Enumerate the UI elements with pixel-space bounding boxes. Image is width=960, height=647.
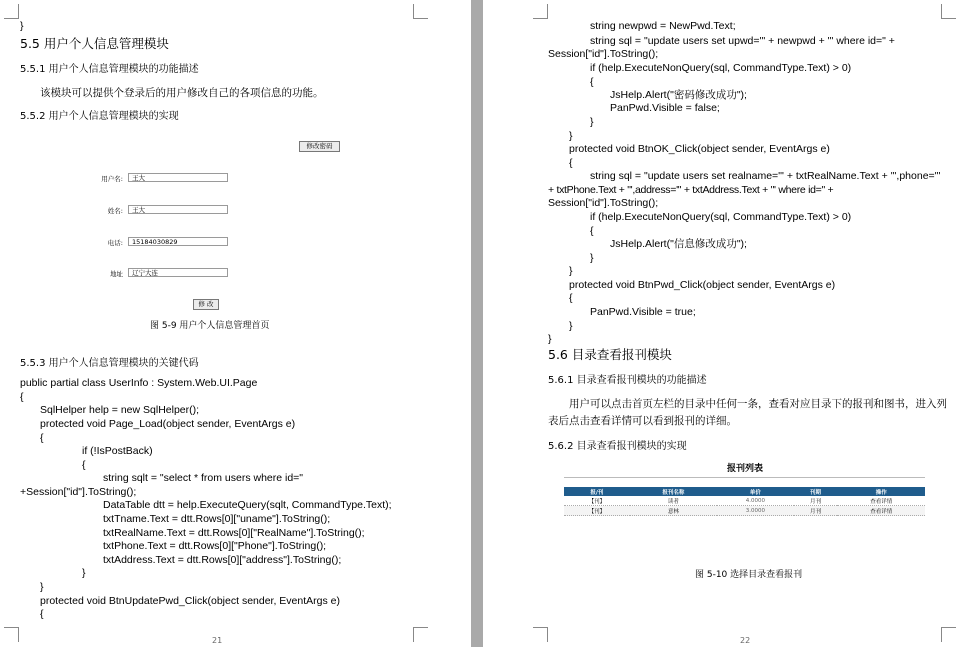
code-line: txtPhone.Text = dtt.Rows[0]["Phone"].ToString(); (103, 540, 327, 552)
code-line: } (20, 20, 24, 32)
phone-field[interactable]: 15184030829 (128, 237, 228, 246)
code-line: { (20, 391, 24, 403)
code-line: protected void BtnOK_Click(object sender, EventArgs e) (569, 143, 830, 155)
code-line: + txtPhone.Text + "',address='" + txtAddress.Text + "' where id=" + (548, 184, 834, 196)
code-line: DataTable dtt = help.ExecuteQuery(sqlt, CommandType.Text); (103, 499, 392, 511)
view-details-link[interactable]: 查看详情 (837, 496, 925, 506)
code-line: SqlHelper help = new SqlHelper(); (40, 404, 200, 416)
code-line: { (40, 432, 44, 444)
code-line: PanPwd.Visible = false; (610, 102, 720, 114)
table-divider (564, 477, 925, 478)
figure-caption: 图 5-10 选择目录查看报刊 (695, 570, 803, 580)
table-header: 报刊名称 (630, 487, 718, 496)
page-number: 21 (212, 636, 223, 645)
code-line: JsHelp.Alert("信息修改成功"); (610, 238, 747, 250)
table-cell: 月刊 (794, 496, 838, 506)
modify-button[interactable]: 修 改 (193, 299, 219, 310)
code-line: public partial class UserInfo : System.Web.UI.Page (20, 377, 258, 389)
table-cell: 月刊 (794, 506, 838, 516)
table-title: 报刊列表 (727, 464, 764, 474)
periodical-table (564, 487, 925, 516)
table-header: 单价 (717, 487, 794, 496)
table-cell: 【刊】 (564, 496, 630, 506)
table-cell: 4.0000 (717, 496, 794, 506)
code-line: protected void BtnPwd_Click(object sender, EventArgs e) (569, 279, 836, 291)
body-paragraph: 表后点击查看详情可以看到报刊的详细。 (548, 415, 737, 427)
code-line: if (!IsPostBack) (82, 445, 153, 457)
document-page-right (483, 0, 960, 647)
code-line: protected void Page_Load(object sender, EventArgs e) (40, 418, 296, 430)
crop-mark (413, 627, 428, 642)
section-heading: 5.5 用户个人信息管理模块 (20, 36, 169, 51)
table-cell: 3.0000 (717, 506, 794, 516)
table-row (564, 506, 925, 516)
code-line: txtRealName.Text = dtt.Rows[0]["RealName"].ToString(); (103, 527, 365, 539)
code-line: } (590, 252, 594, 264)
code-line: string newpwd = NewPwd.Text; (590, 20, 736, 32)
code-line: +Session["id"].ToString(); (20, 486, 137, 498)
code-line: if (help.ExecuteNonQuery(sql, CommandType.Text) > 0) (590, 211, 852, 223)
table-row (564, 496, 925, 506)
table-header: 操作 (837, 487, 925, 496)
address-field[interactable]: 辽宁大连 (128, 268, 228, 277)
section-heading: 5.6 目录查看报刊模块 (548, 347, 672, 362)
crop-mark (941, 4, 956, 19)
code-line: { (569, 292, 573, 304)
code-line: { (590, 225, 594, 237)
code-line: Session["id"].ToString(); (548, 197, 659, 209)
table-cell: 【刊】 (564, 506, 630, 516)
code-line: txtTname.Text = dtt.Rows[0]["uname"].ToString(); (103, 513, 331, 525)
address-label: 地址 (110, 270, 123, 278)
crop-mark (533, 627, 548, 642)
table-cell: 读者 (630, 496, 718, 506)
code-line: } (82, 567, 86, 579)
code-line: JsHelp.Alert("密码修改成功"); (610, 89, 747, 101)
code-line: { (40, 608, 44, 620)
subsection-heading: 5.5.2 用户个人信息管理模块的实现 (20, 111, 179, 122)
code-line: { (82, 459, 86, 471)
code-line: string sql = "update users set upwd='" + newpwd + "' where id=" + (590, 35, 895, 47)
subsection-heading: 5.6.1 目录查看报刊模块的功能描述 (548, 375, 707, 386)
code-line: txtAddress.Text = dtt.Rows[0]["address"].ToString(); (103, 554, 342, 566)
code-line: string sql = "update users set realname='" + txtRealName.Text + "',phone='" (590, 170, 941, 182)
subsection-heading: 5.6.2 目录查看报刊模块的实现 (548, 441, 687, 452)
table-header: 刊期 (794, 487, 838, 496)
view-details-link[interactable]: 查看详情 (837, 506, 925, 516)
code-line: } (590, 116, 594, 128)
code-line: } (569, 130, 573, 142)
body-paragraph: 该模块可以提供个登录后的用户修改自己的各项信息的功能。 (40, 87, 324, 99)
figure-caption: 图 5-9 用户个人信息管理首页 (150, 321, 270, 331)
subsection-heading: 5.5.3 用户个人信息管理模块的关键代码 (20, 358, 199, 369)
code-line: protected void BtnUpdatePwd_Click(object sender, EventArgs e) (40, 595, 340, 607)
username-label: 用户名: (101, 175, 123, 183)
crop-mark (941, 627, 956, 642)
code-line: { (590, 76, 594, 88)
username-field[interactable]: 王大 (128, 173, 228, 182)
name-field[interactable]: 王大 (128, 205, 228, 214)
subsection-heading: 5.5.1 用户个人信息管理模块的功能描述 (20, 64, 199, 75)
code-line: if (help.ExecuteNonQuery(sql, CommandType.Text) > 0) (590, 62, 852, 74)
phone-label: 电话: (107, 239, 123, 247)
crop-mark (4, 4, 19, 19)
code-line: { (569, 157, 573, 169)
page-number: 22 (740, 636, 751, 645)
name-label: 姓名: (107, 207, 123, 215)
code-line: } (569, 265, 573, 277)
code-line: } (40, 581, 44, 593)
table-cell: 意林 (630, 506, 718, 516)
change-password-button[interactable]: 修改密码 (299, 141, 340, 152)
document-page-left (0, 0, 471, 647)
code-line: } (548, 333, 552, 345)
table-header: 报/刊 (564, 487, 630, 496)
code-line: Session["id"].ToString(); (548, 48, 659, 60)
crop-mark (533, 4, 548, 19)
code-line: string sqlt = "select * from users where id=" (103, 472, 304, 484)
crop-mark (413, 4, 428, 19)
code-line: } (569, 320, 573, 332)
code-line: PanPwd.Visible = true; (590, 306, 696, 318)
body-paragraph: 用户可以点击首页左栏的目录中任何一条，查看对应目录下的报刊和图书，进入列 (569, 398, 947, 410)
crop-mark (4, 627, 19, 642)
